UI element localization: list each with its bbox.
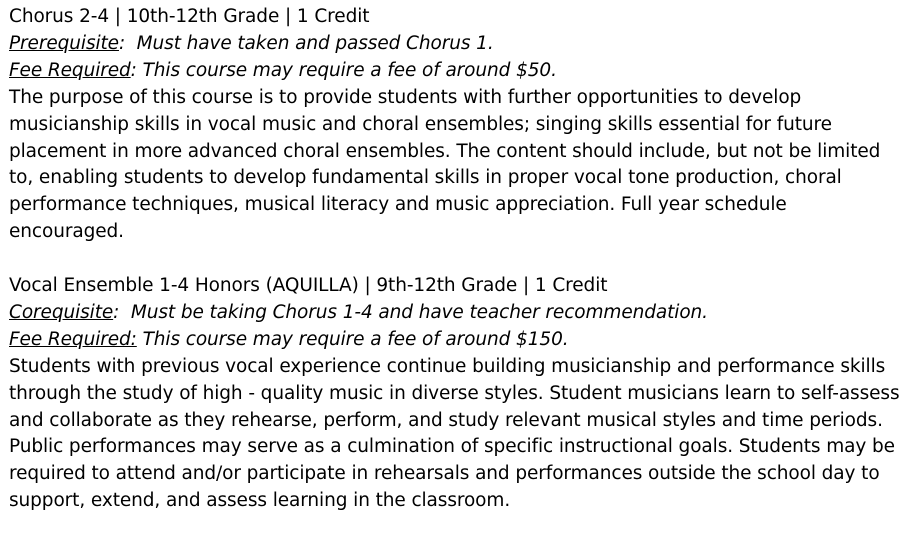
- fee-separator: :: [130, 59, 137, 81]
- fee-text: This course may require a fee of around $150.: [136, 328, 569, 350]
- fee-label: Fee Required: [9, 59, 131, 81]
- corequisite-line: [9, 300, 905, 327]
- prerequisite-separator: :: [118, 32, 126, 54]
- prerequisite-text: Must have taken and passed Chorus 1.: [125, 32, 494, 54]
- corequisite-separator: :: [113, 301, 120, 323]
- course-chorus-2-4: [9, 4, 905, 246]
- fee-line: [9, 58, 905, 85]
- section-spacer: [9, 246, 905, 273]
- course-title: Vocal Ensemble 1-4 Honors (AQUILLA) | 9th-12th Grade | 1 Credit: [9, 275, 608, 297]
- corequisite-label: Corequisite: [9, 301, 114, 323]
- course-description: Students with previous vocal experience continue building musicianship and performance skills through the study of high - quality music in diverse styles. Student musicians learn to self-assess and collaborate as they rehearse, perform, and study relevant musical styles and time periods. Public performances may serve as a culmination of specific instructional goals. Students may be required to attend and/or participate in rehearsals and performances outside the school day to support, extend, and assess learning in the classroom.: [9, 355, 900, 512]
- corequisite-text: Must be taking Chorus 1-4 and have teacher recommendation.: [119, 301, 708, 323]
- fee-line: [9, 327, 905, 354]
- prerequisite-label: Prerequisite: [9, 32, 119, 54]
- course-description: The purpose of this course is to provide students with further opportunities to develop musicianship skills in vocal music and choral ensembles; singing skills essential for future placement in more advanced choral ensembles. The content should include, but not be limited to, enabling students to develop fundamental skills in proper vocal tone production, choral performance techniques, musical literacy and music appreciation. Full year schedule encouraged.: [9, 86, 881, 243]
- course-title: Chorus 2-4 | 10th-12th Grade | 1 Credit: [9, 6, 370, 27]
- fee-label: Fee Required:: [9, 328, 137, 350]
- fee-text: This course may require a fee of around $50.: [136, 59, 557, 81]
- course-vocal-ensemble: [9, 273, 905, 515]
- document-body: [9, 4, 905, 515]
- prerequisite-line: [9, 31, 905, 58]
